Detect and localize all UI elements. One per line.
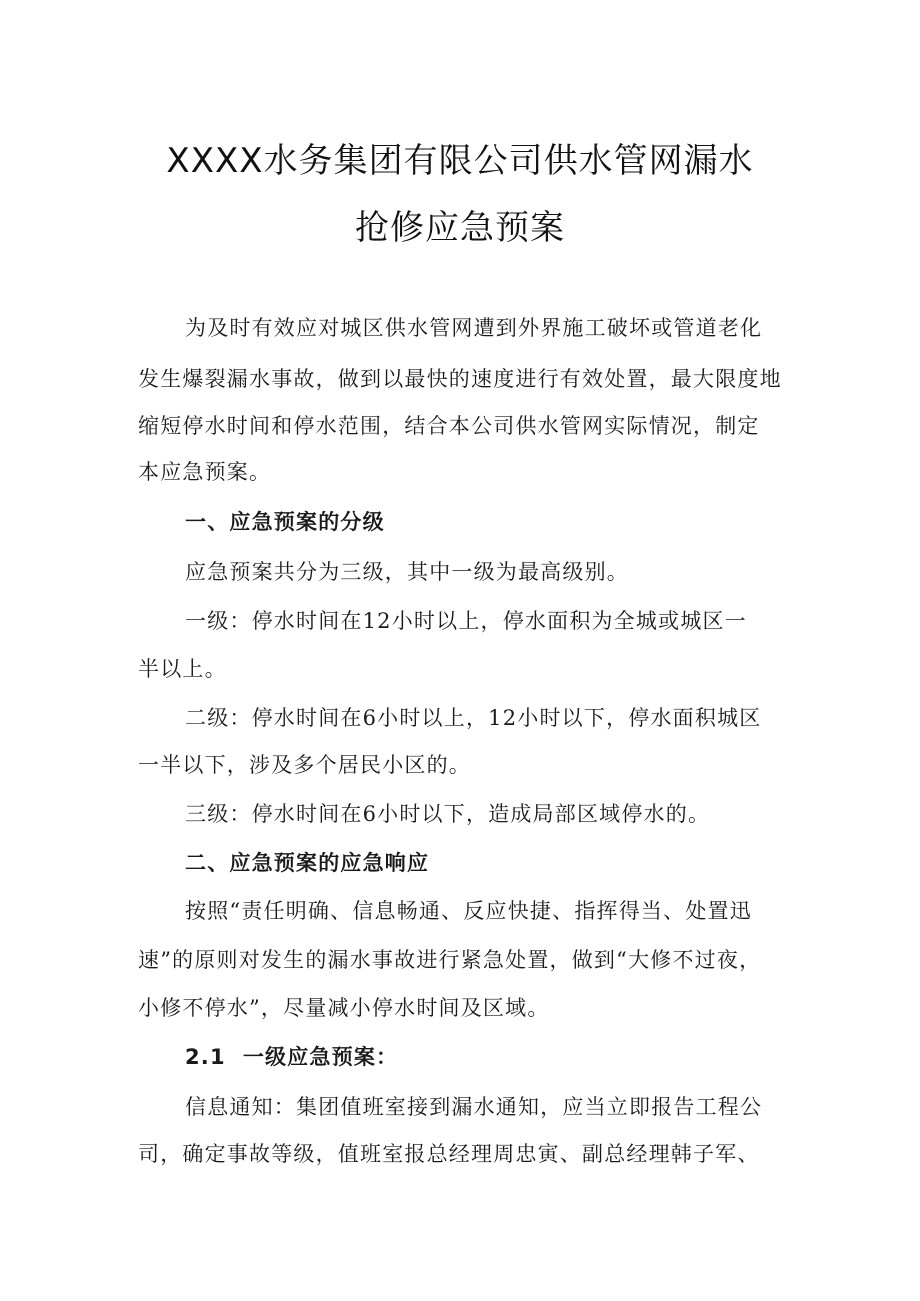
intro-line-3: 缩短停水时间和停水范围，结合本公司供水管网实际情况，制定 <box>138 414 760 438</box>
subsection-2-1-heading: 2.1 一级应急预案： <box>185 1045 399 1069</box>
level-2-line-2: 一半以下，涉及多个居民小区的。 <box>138 753 471 777</box>
level-1-line-1: 一级：停水时间在12小时以上，停水面积为全城或城区一 <box>185 609 747 633</box>
section-2-heading: 二、应急预案的应急响应 <box>185 851 430 875</box>
section-1-intro: 应急预案共分为三级，其中一级为最高级别。 <box>185 560 629 584</box>
intro-line-2: 发生爆裂漏水事故，做到以最快的速度进行有效处置，最大限度地 <box>138 367 782 391</box>
notice-line-2: 司，确定事故等级，值班室报总经理周忠寅、副总经理韩子军、 <box>138 1142 760 1166</box>
notice-line-1: 信息通知：集团值班室接到漏水通知，应当立即报告工程公 <box>185 1095 763 1119</box>
document-title-line-1: XXXX水务集团有限公司供水管网漏水 <box>166 141 754 181</box>
document-title-line-2: 抢修应急预案 <box>355 208 565 248</box>
level-1-line-2: 半以上。 <box>138 657 227 681</box>
intro-line-1: 为及时有效应对城区供水管网遭到外界施工破坏或管道老化 <box>185 316 763 340</box>
section-2-intro-line-1: 按照“责任明确、信息畅通、反应快捷、指挥得当、处置迅 <box>185 899 752 923</box>
section-2-intro-line-3: 小修不停水”，尽量减小停水时间及区域。 <box>138 996 550 1020</box>
level-2-line-1: 二级：停水时间在6小时以上，12小时以下，停水面积城区 <box>185 706 762 730</box>
section-1-heading: 一、应急预案的分级 <box>185 510 385 534</box>
intro-line-4: 本应急预案。 <box>138 460 272 484</box>
section-2-intro-line-2: 速”的原则对发生的漏水事故进行紧急处置，做到“大修不过夜， <box>138 948 762 972</box>
level-3-line: 三级：停水时间在6小时以下，造成局部区域停水的。 <box>185 802 711 826</box>
